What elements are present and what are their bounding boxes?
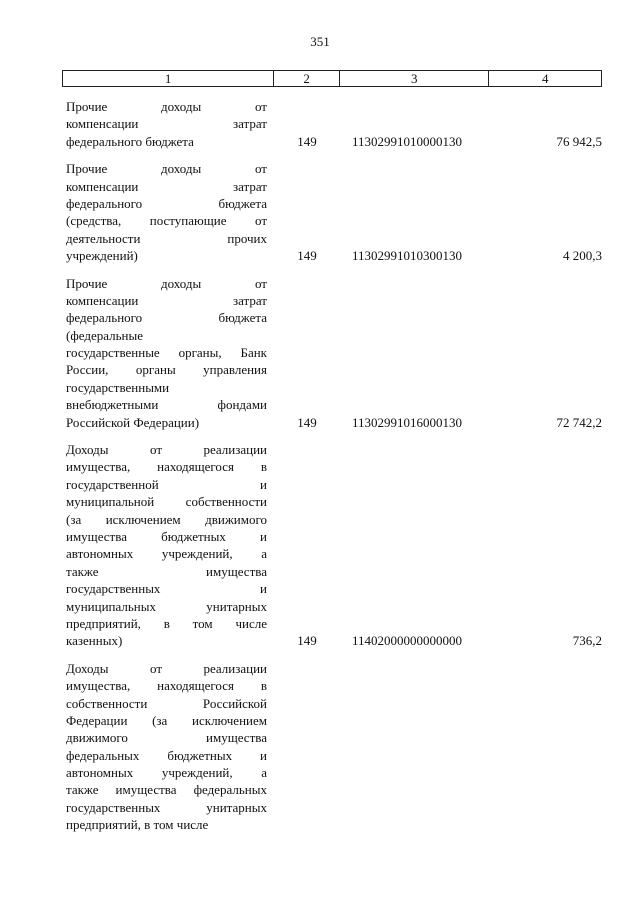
table-row	[0, 660, 640, 834]
description-line: муниципальных унитарных	[66, 598, 267, 614]
admin-code: 149	[297, 133, 317, 149]
admin-code: 149	[297, 248, 317, 264]
description-line: Федерации (за исключением	[66, 712, 267, 728]
description-line: Прочие доходы от	[66, 275, 267, 291]
description-line: имущества, находящегося в	[66, 678, 267, 694]
column-header-2: 2	[274, 71, 340, 86]
description-line: федерального бюджета	[66, 133, 194, 149]
description-line: (федеральные	[66, 327, 143, 343]
column-header-4: 4	[541, 70, 549, 86]
description-line: деятельности прочих	[66, 230, 267, 246]
row-description	[66, 660, 267, 834]
table-body	[0, 98, 640, 844]
description-line: собственности Российской	[66, 695, 267, 711]
revenue-code: 11302991010000130	[352, 133, 463, 149]
description-line: России, органы управления	[66, 362, 267, 378]
description-line: движимого имущества	[66, 730, 267, 746]
description-line: учреждений)	[66, 248, 138, 264]
description-line: муниципальной собственности	[66, 494, 267, 510]
description-line: Доходы от реализации	[66, 442, 267, 458]
description-line: компенсации затрат	[66, 292, 267, 308]
row-description	[66, 98, 267, 150]
admin-code: 149	[297, 633, 317, 649]
page-number: 351	[310, 34, 330, 49]
amount: 4 200,3	[563, 248, 602, 264]
revenue-code: 11302991010300130	[352, 248, 463, 264]
revenue-code: 11302991016000130	[352, 414, 463, 430]
description-line: государственной и	[66, 476, 267, 492]
description-line: предприятий, в том числе	[66, 817, 209, 833]
table-row	[0, 275, 640, 432]
table-row	[0, 441, 640, 650]
description-line: Доходы от реализации	[66, 660, 267, 676]
description-line: Прочие доходы от	[66, 161, 267, 177]
description-line: (средства, поступающие от	[66, 213, 267, 229]
description-line: казенных)	[66, 633, 123, 649]
description-line: государственных унитарных	[66, 799, 267, 815]
row-description	[66, 275, 267, 432]
table-row	[0, 98, 640, 150]
revenue-code: 11402000000000000	[352, 633, 463, 649]
description-line: Прочие доходы от	[66, 99, 267, 114]
description-line: также имущества федеральных	[66, 782, 267, 798]
description-line: государственными	[66, 379, 170, 395]
description-line: государственных и	[66, 581, 267, 597]
amount: 76 942,5	[556, 133, 602, 149]
description-line: федерального бюджета	[66, 195, 267, 211]
description-line: имущества, находящегося в	[66, 459, 267, 475]
description-line: также имущества	[66, 563, 267, 579]
description-line: компенсации затрат	[66, 116, 267, 132]
description-line: имущества бюджетных и	[66, 528, 267, 544]
description-line: федеральных бюджетных и	[66, 747, 267, 763]
description-line: Российской Федерации)	[66, 414, 200, 430]
description-line: компенсации затрат	[66, 178, 267, 194]
description-line: автономных учреждений, а	[66, 546, 267, 562]
amount: 736,2	[572, 633, 602, 649]
row-description	[66, 441, 267, 650]
description-line: автономных учреждений, а	[66, 765, 267, 781]
row-description	[66, 160, 267, 264]
table-header	[62, 70, 602, 87]
description-line: (за исключением движимого	[66, 511, 267, 527]
description-line: внебюджетными фондами	[66, 397, 267, 413]
admin-code: 149	[297, 414, 317, 430]
description-line: федерального бюджета	[66, 310, 267, 326]
column-header-1: 1	[63, 71, 274, 86]
description-line: предприятий, в том числе	[66, 615, 267, 631]
table-row	[0, 160, 640, 264]
amount: 72 742,2	[556, 414, 602, 430]
column-header-3: 3	[340, 71, 489, 86]
description-line: государственные органы, Банк	[66, 345, 267, 361]
